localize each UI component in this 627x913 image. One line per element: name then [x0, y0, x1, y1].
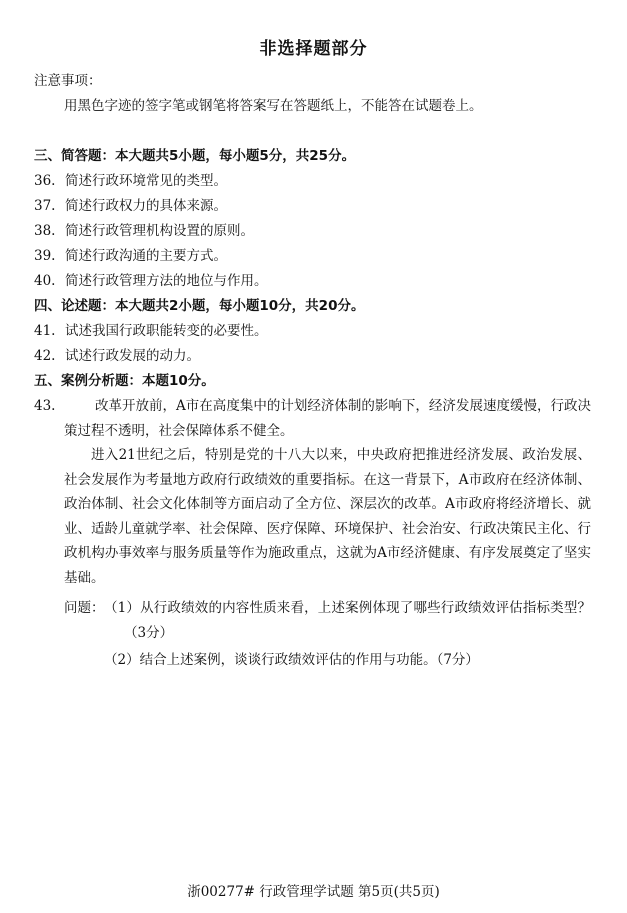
question-text: 简述行政管理机构设置的原则。	[65, 223, 254, 239]
question-number: 37.	[34, 198, 56, 214]
sub-question-1: （1）从行政绩效的内容性质来看，上述案例体现了哪些行政绩效评估指标类型？（3分）	[104, 600, 591, 641]
question-number: 42.	[34, 348, 56, 364]
question-text: 简述行政环境常见的类型。	[65, 173, 227, 189]
question-41	[34, 322, 268, 340]
question-number: 38.	[34, 223, 56, 239]
question-number: 40.	[34, 273, 56, 289]
question-label: 问题：	[64, 600, 105, 616]
question-number: 39.	[34, 248, 56, 264]
section-4-heading: 四、论述题：本大题共2小题，每小题10分，共20分。	[34, 298, 365, 314]
question-36	[34, 172, 227, 190]
question-39	[34, 247, 227, 265]
question-43-number: 43.	[34, 398, 56, 414]
question-40	[34, 272, 268, 290]
section-3-heading: 三、简答题：本大题共5小题，每小题5分，共25分。	[34, 148, 356, 164]
notice-heading: 注意事项：	[34, 73, 102, 89]
question-number: 36.	[34, 173, 56, 189]
section-5-heading: 五、案例分析题：本题10分。	[34, 373, 215, 389]
question-number: 41.	[34, 323, 56, 339]
case-paragraph-2: 进入21世纪之后，特别是党的十八大以来，中央政府把推进经济发展、政治发展、社会发展作为考量地方政府行政绩效的重要指标。在这一背景下，A市政府在经济体制、政治体制、社会文化体制等方面启动了全方位、深层次的改革。A市政府将经济增长、就业、适龄儿童就学率、社会保障、医疗保障、环境保护、社会治安、行政决策民主化、行政机构办事效率与服务质量等作为施政重点，这就为A市经济健康、有序发展奠定了坚实基础。	[64, 447, 591, 586]
question-text: 简述行政权力的具体来源。	[65, 198, 227, 214]
question-42	[34, 347, 200, 365]
question-text: 试述我国行政职能转变的必要性。	[65, 323, 268, 339]
page-footer: 浙00277# 行政管理学试题 第5页(共5页)	[187, 884, 440, 900]
sub-question-2: （2）结合上述案例，谈谈行政绩效评估的作用与功能。（7分）	[104, 652, 479, 668]
question-text: 简述行政管理方法的地位与作用。	[65, 273, 268, 289]
question-text: 试述行政发展的动力。	[65, 348, 200, 364]
case-paragraph-1: 改革开放前，A市在高度集中的计划经济体制的影响下，经济发展速度缓慢，行政决策过程不透明，社会保障体系不健全。	[64, 398, 591, 439]
question-text: 简述行政沟通的主要方式。	[65, 248, 227, 264]
question-37	[34, 197, 227, 215]
page-title: 非选择题部分	[259, 39, 368, 59]
question-38	[34, 222, 254, 240]
notice-body: 用黑色字迹的签字笔或钢笔将答案写在答题纸上，不能答在试题卷上。	[64, 98, 483, 114]
